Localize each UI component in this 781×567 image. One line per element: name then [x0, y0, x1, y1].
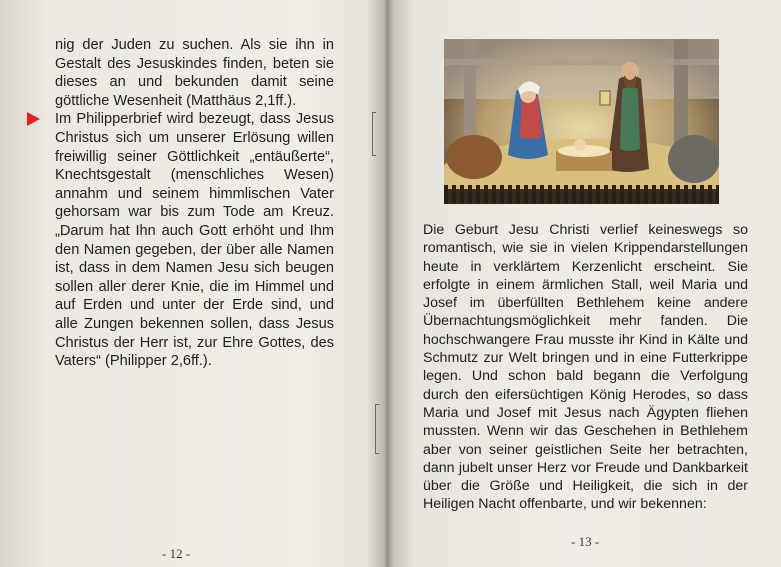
- left-paragraph-1: nig der Juden zu suchen. Als sie ihn in Gestalt des Jesuskindes finden, beten sie dieses an und bekunden damit seine göttliche Wesenheit (Matthäus 2,1ff.).: [55, 37, 334, 109]
- left-bullet-paragraph: [55, 110, 334, 370]
- page-number-right: - 13 -: [571, 534, 600, 549]
- page-number-left: - 12 -: [162, 546, 191, 561]
- left-page-text: [55, 36, 334, 371]
- left-page: [0, 0, 385, 567]
- left-paragraph-2: Im Philipperbrief wird bezeugt, dass Jesus Christus sich um unserer Erlösung willen freiwillig seiner Göttlichkeit „entäußerte“, Knechtsgestalt (menschliches Wesen) annahm und seinem himmlischen Vater gehorsam war bis zum Tode am Kreuz. „Darum hat Ihn auch Gott erhöht und Ihm den Namen gegeben, der über alle Namen ist, dass in dem Namen Jesu sich beugen sollen aller derer Knie, die im Himmel und auf Erden und unter der Erde sind, und alle Zungen bekennen sollen, dass Jesus Christus der Herr ist, zur Ehre Gottes, des Vaters“ (Philipper 2,6ff.).: [55, 111, 334, 370]
- margin-bracket: [372, 112, 376, 156]
- right-page: [390, 0, 781, 567]
- nativity-scene-photo: [444, 39, 719, 204]
- bleed-through-text: [300, 395, 304, 412]
- margin-bracket: [375, 404, 379, 454]
- red-arrow-bullet-icon: [27, 112, 40, 126]
- right-paragraph: Die Geburt Jesu Christi verlief keineswegs so romantisch, wie sie in vielen Krippendarstellungen heute in verklärtem Kerzenlicht erscheint. Sie erfolgte in einem ärmlichen Stall, weil Maria und Josef im überfüllten Bethlehem keine andere Übernachtungsmöglichkeit mehr fanden. Die hochschwangere Frau musste ihr Kind in Kälte und Schmutz zur Welt bringen und in eine Futterkrippe legen. Und schon bald begann die Verfolgung durch den eifersüchtigen König Herodes, so dass Maria und Josef mit Jesus nach Ägypten fliehen mussten. Wenn wir das Geschehen in Bethlehem aber von seiner geistlichen Seite her betrachten, dann jubelt unser Herz vor Freude und Dankbarkeit über die Größe und Heiligkeit, die sich in der Heiligen Nacht offenbarte, und wir bekennen:: [423, 222, 748, 513]
- right-page-text: [423, 221, 748, 514]
